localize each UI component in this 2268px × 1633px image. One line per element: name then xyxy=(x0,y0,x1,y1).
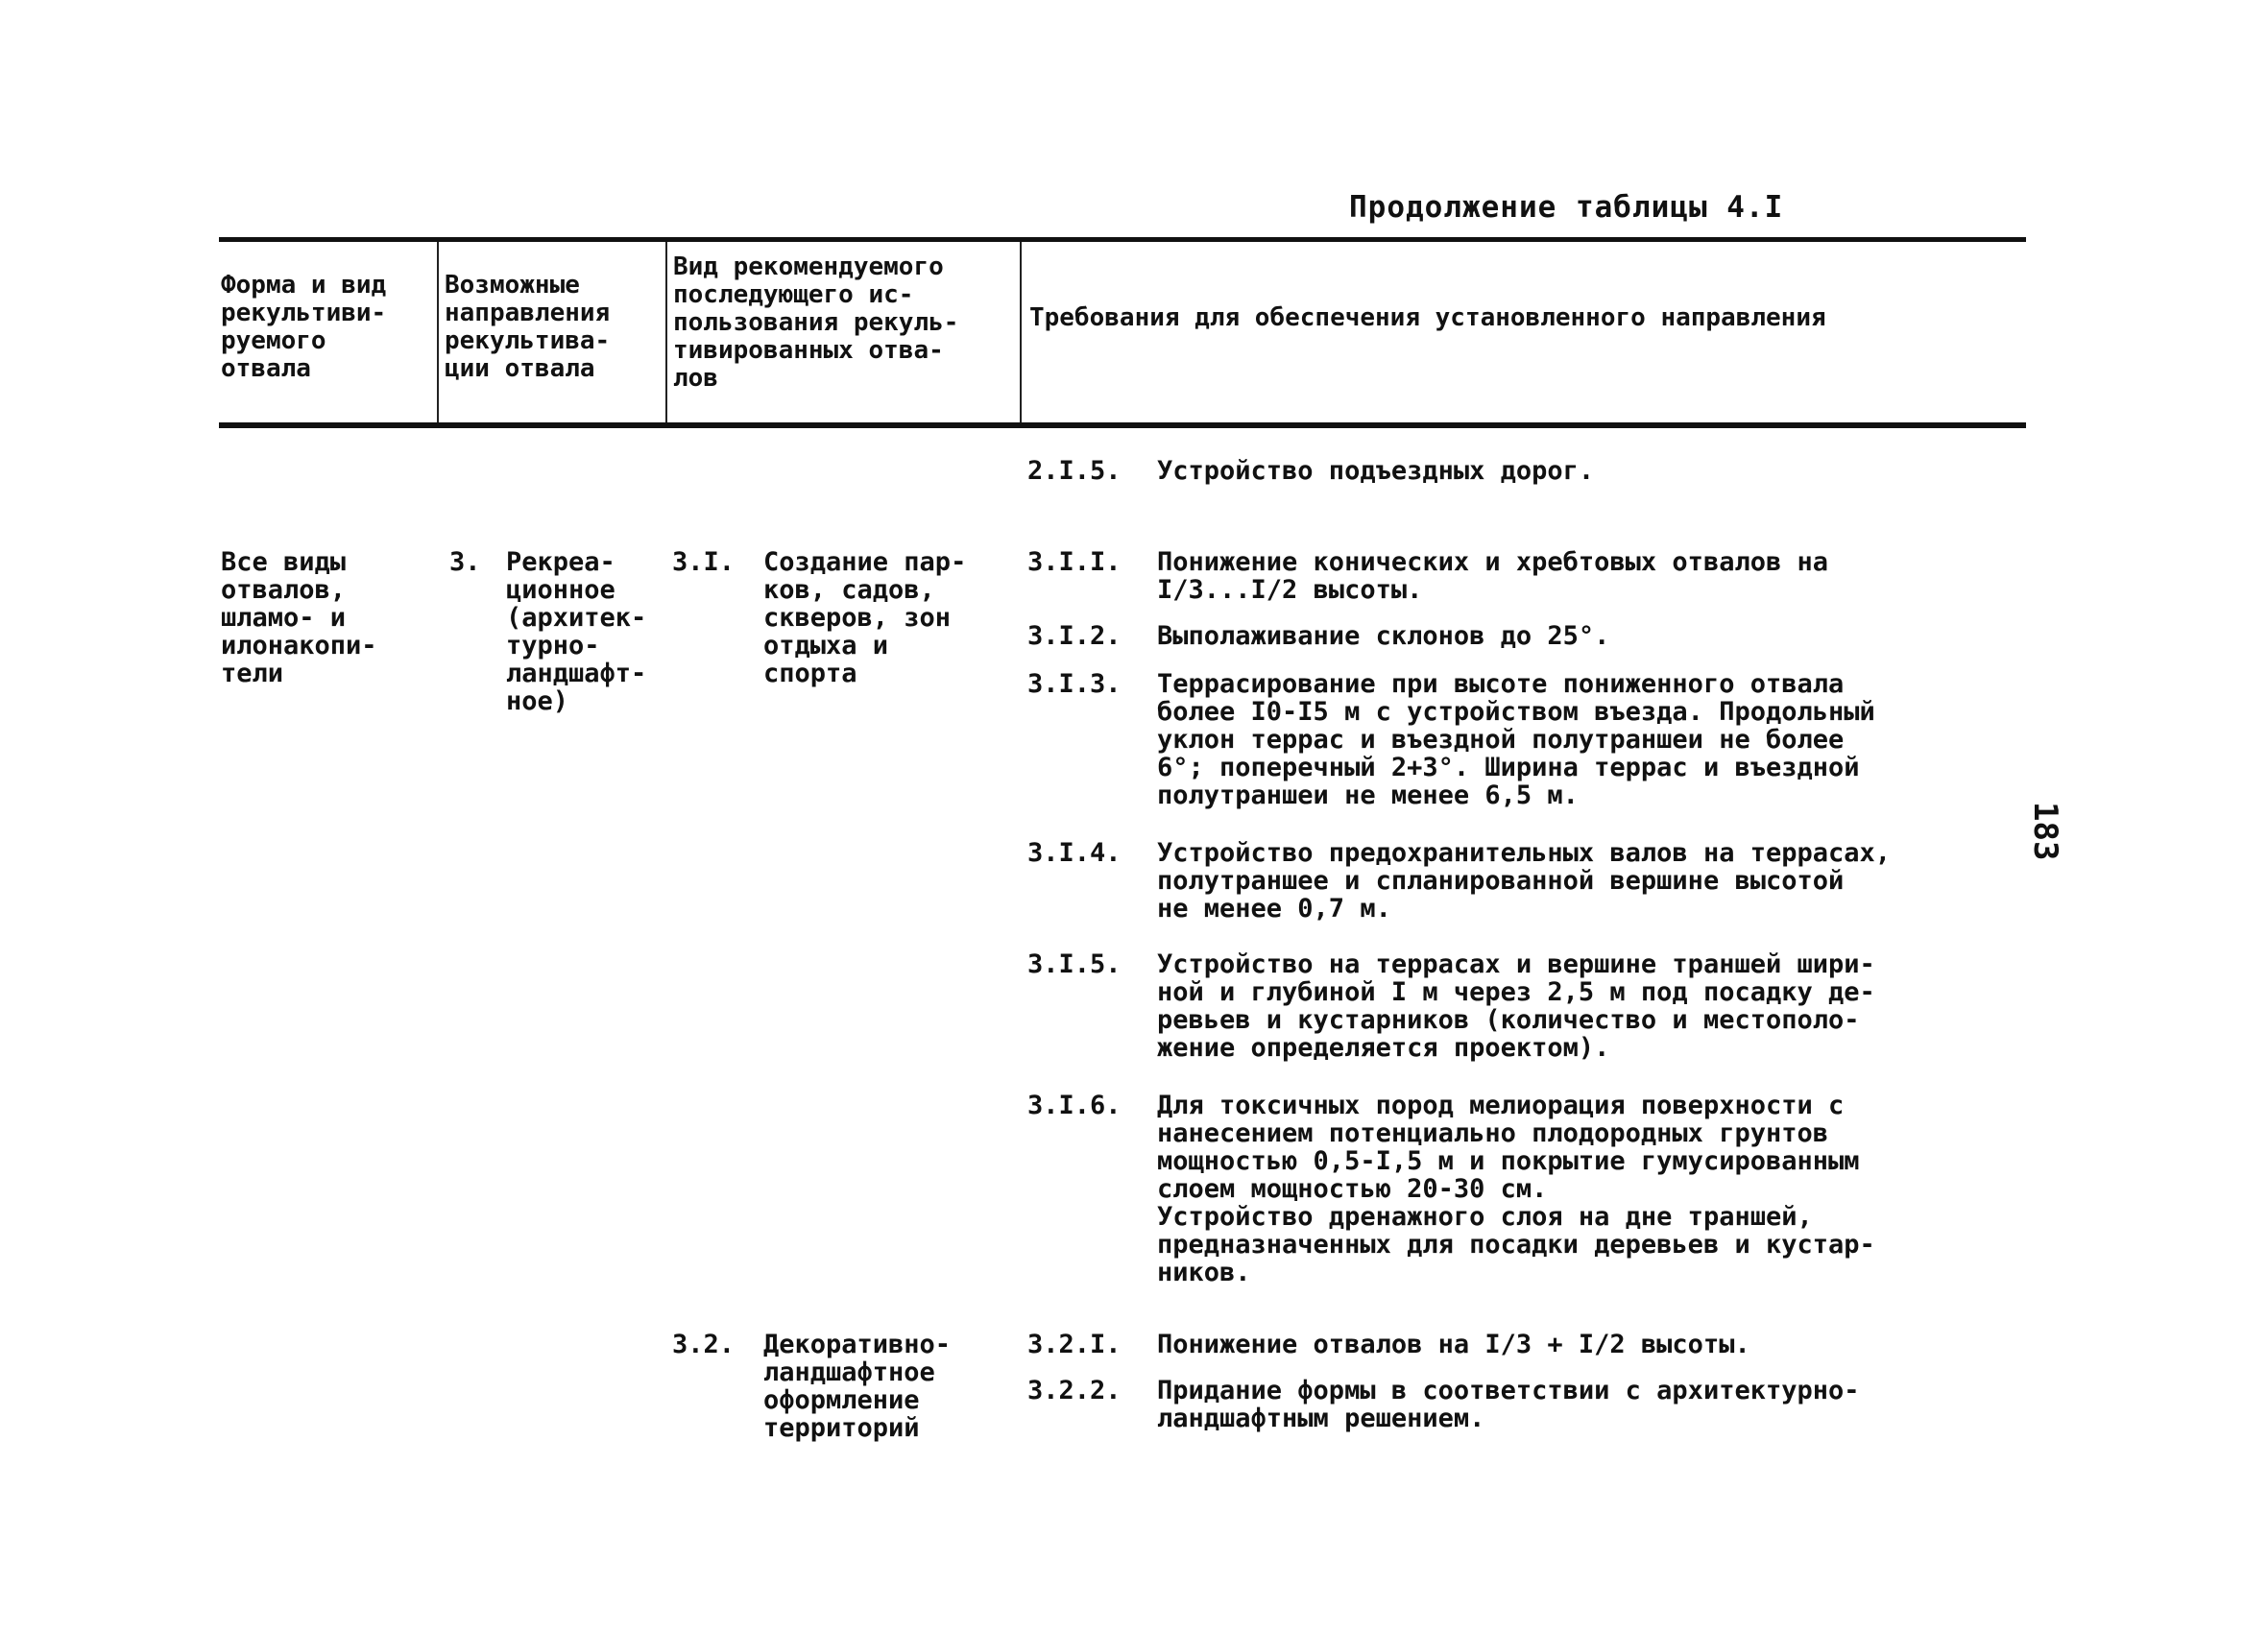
requirement-number: 3.I.5. xyxy=(1027,949,1122,979)
requirement-number: 3.2.I. xyxy=(1027,1330,1122,1359)
requirement-number: 3.I.3. xyxy=(1027,669,1122,699)
page-number: 183 xyxy=(2026,802,2064,861)
header-col-separator-3 xyxy=(1020,242,1022,422)
requirement-number: 3.I.6. xyxy=(1027,1091,1122,1120)
requirement-text: Устройство предохранительных валов на террасах, полутраншее и спланированной вершине высотой не менее 0,7 м. xyxy=(1157,838,1892,924)
requirement-number: 3.I.4. xyxy=(1027,838,1122,868)
header-usage: Вид рекомендуемого последующего ис- пользования рекуль- тивированных отва- лов xyxy=(673,252,959,393)
requirement-text: Для токсичных пород мелиорация поверхности с нанесением потенциально плодородных грунтов мощностью 0,5-I,5 м и покрытие гумусированным слоем мощностью 20-30 см. Устройство дренажного слоя на дне траншей, предназначенных для посадки деревьев и кустар- ников. xyxy=(1157,1091,1875,1287)
requirement-number: 3.I.I. xyxy=(1027,547,1122,577)
table-caption: Продолжение таблицы 4.I xyxy=(1349,190,1784,225)
usage-cell: Создание пар- ков, садов, скверов, зон отдыха и спорта xyxy=(763,547,967,688)
direction-number: 3. xyxy=(449,547,481,577)
usage-cell: Декоративно- ландшафтное оформление территорий xyxy=(763,1330,952,1443)
table-header-bottom-rule xyxy=(219,422,2026,428)
direction-cell: Рекреа- ционное (архитек- турно- ландшафт- ное) xyxy=(506,547,647,716)
header-col-separator-1 xyxy=(437,242,439,422)
requirement-number: 3.I.2. xyxy=(1027,621,1122,651)
requirement-text: Устройство на террасах и вершине траншей шири- ной и глубиной I м через 2,5 м под посадку де- ревьев и кустарников (количество и местополо- жение определяется проектом). xyxy=(1157,949,1875,1063)
header-col-separator-2 xyxy=(665,242,667,422)
requirement-text: Устройство подъездных дорог. xyxy=(1157,456,1595,486)
requirement-number: 3.2.2. xyxy=(1027,1376,1122,1405)
usage-number: 3.2. xyxy=(672,1330,736,1359)
requirement-text: Понижение конических и хребтовых отвалов на I/3...I/2 высоты. xyxy=(1157,547,1828,605)
requirement-text: Понижение отвалов на I/3 + I/2 высоты. xyxy=(1157,1330,1750,1359)
header-directions: Возможные направления рекультива- ции отвала xyxy=(445,271,611,383)
usage-number: 3.I. xyxy=(672,547,736,577)
requirement-number: 2.I.5. xyxy=(1027,456,1122,486)
requirement-text: Придание формы в соответствии с архитектурно- ландшафтным решением. xyxy=(1157,1376,1860,1433)
requirement-text: Террасирование при высоте пониженного отвала более I0-I5 м с устройством въезда. Продольный уклон террас и въездной полутраншеи не более 6°; поперечный 2+3°. Ширина террас и въездной полутраншеи не менее 6,5 м. xyxy=(1157,669,1875,810)
form-type-cell: Все виды отвалов, шламо- и илонакопи- тели xyxy=(221,547,377,688)
header-requirements: Требования для обеспечения установленного направления xyxy=(1029,303,1826,332)
table-top-rule xyxy=(219,237,2026,242)
requirement-text: Выполаживание склонов до 25°. xyxy=(1157,621,1610,651)
header-form-type: Форма и вид рекультиви- руемого отвала xyxy=(221,271,387,383)
